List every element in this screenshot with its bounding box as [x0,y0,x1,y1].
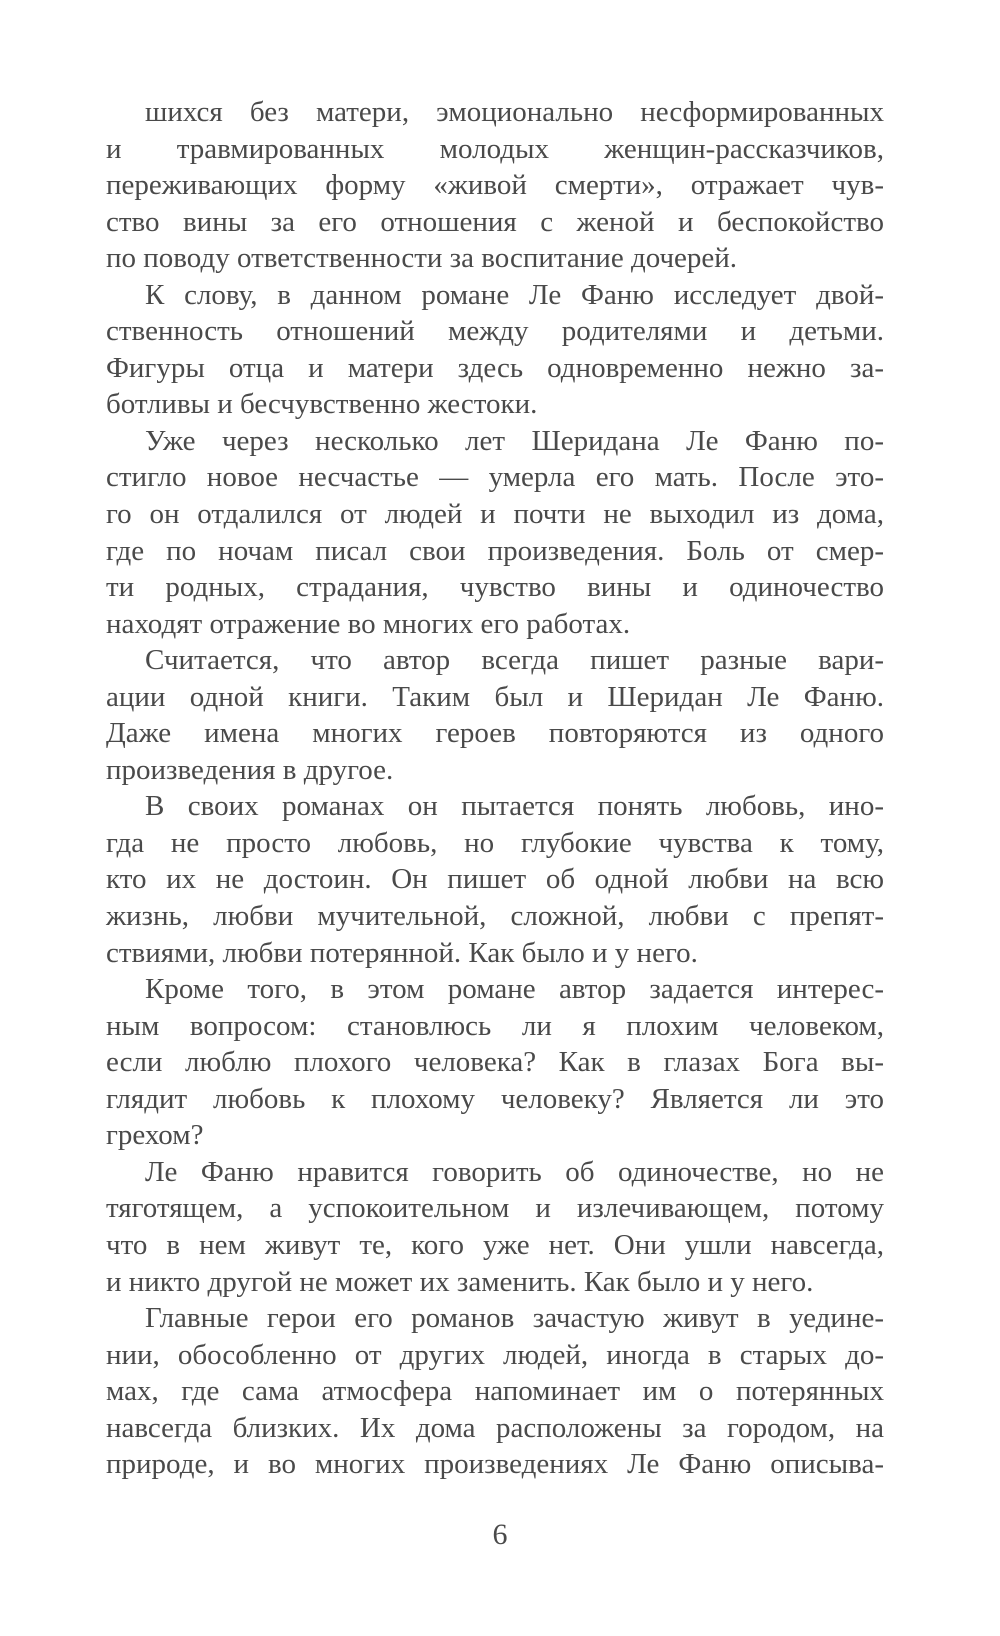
text-line: гда не просто любовь, но глубокие чувства к тому, [106,826,884,859]
text-line: Считается, что автор всегда пишет разные вари- [145,644,884,677]
text-line: что в нем живут те, кого уже нет. Они ушли навсегда, [106,1228,884,1261]
body-text [106,94,884,1483]
paragraph [106,971,884,1154]
paragraph [106,1154,884,1300]
text-line: ствиями, любви потерянной. Как было и у него. [106,936,698,969]
paragraph [106,642,884,788]
text-line: нии, обособленно от других людей, иногда в старых до- [106,1338,884,1371]
paragraph [106,423,884,642]
text-line: ство вины за его отношения с женой и беспокойство [106,205,884,238]
text-line: стигло новое несчастье — умерла его мать. После это- [106,461,884,494]
text-line: где по ночам писал свои произведения. Боль от смер- [106,534,884,567]
paragraph [106,788,884,971]
text-line: грехом? [106,1119,204,1152]
text-line: мах, где сама атмосфера напоминает им о потерянных [106,1375,884,1408]
text-line: и травмированных молодых женщин-рассказчиков, [106,132,884,165]
text-line: ботливы и бесчувственно жестоки. [106,388,538,421]
text-line: если люблю плохого человека? Как в глазах Бога вы- [106,1046,884,1079]
text-line: по поводу ответственности за воспитание дочерей. [106,242,738,275]
text-line: навсегда близких. Их дома расположены за городом, на [106,1411,884,1444]
text-line: К слову, в данном романе Ле Фаню исследует двой- [145,278,884,311]
text-line: Даже имена многих героев повторяются из одного [106,717,884,750]
text-line: ации одной книги. Таким был и Шеридан Ле Фаню. [106,680,884,713]
text-line: Уже через несколько лет Шеридана Ле Фаню по- [145,424,884,457]
text-line: ственность отношений между родителями и детьми. [106,315,884,348]
text-line: тяготящем, а успокоительном и излечивающем, потому [106,1192,884,1225]
text-line: находят отражение во многих его работах. [106,607,631,640]
text-line: Главные герои его романов зачастую живут в уедине- [145,1302,884,1335]
text-line: и никто другой не может их заменить. Как было и у него. [106,1265,814,1298]
text-line: жизнь, любви мучительной, сложной, любви с препят- [106,900,884,933]
text-line: В своих романах он пытается понять любовь, ино- [145,790,884,823]
text-line: природе, и во многих произведениях Ле Фаню описыва- [106,1448,884,1481]
paragraph [106,1300,884,1483]
text-line: Кроме того, в этом романе автор задается интерес- [145,973,884,1006]
text-line: глядит любовь к плохому человеку? Является ли это [106,1082,884,1115]
text-line: кто их не достоин. Он пишет об одной любви на всю [106,863,884,896]
text-line: го он отдалился от людей и почти не выходил из дома, [106,498,884,531]
text-line: Ле Фаню нравится говорить об одиночестве, но не [145,1155,884,1188]
text-line: ным вопросом: становлюсь ли я плохим человеком, [106,1009,884,1042]
paragraph [106,94,884,277]
page-number: 6 [492,1518,508,1551]
paragraph [106,277,884,423]
text-line: шихся без матери, эмоционально несформированных [145,96,884,128]
text-line: переживающих форму «живой смерти», отражает чув- [106,169,884,202]
text-line: ти родных, страдания, чувство вины и одиночество [106,571,884,604]
text-line: произведения в другое. [106,753,394,786]
text-line: Фигуры отца и матери здесь одновременно нежно за- [106,351,884,384]
